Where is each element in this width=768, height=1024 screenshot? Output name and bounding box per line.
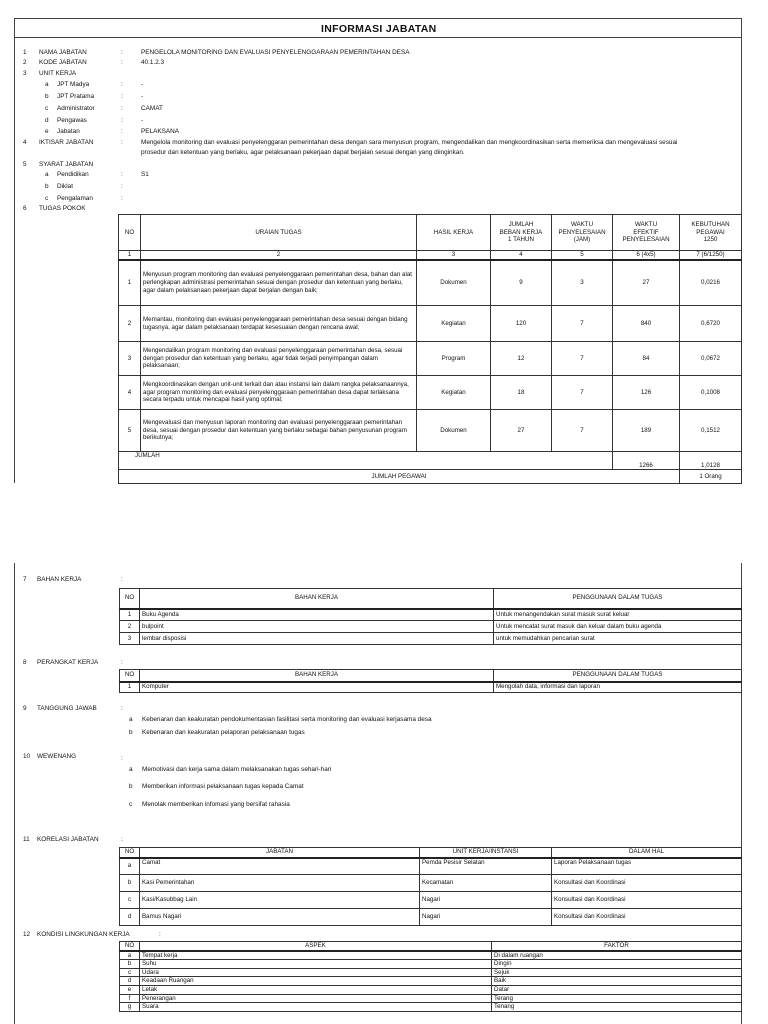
row-hal: Konsultasi dan Koordinasi <box>552 909 742 926</box>
header-waktu <box>552 215 613 251</box>
colon: : <box>121 195 123 202</box>
row-jabatan: Kasi/Kasubbag Lain <box>140 892 420 909</box>
unit-kerja-item-label: JPT Madya <box>57 81 90 88</box>
page-sheet-2 <box>14 563 742 1024</box>
tugas-table <box>118 214 742 484</box>
title-divider <box>15 37 741 38</box>
column-number: 5 <box>552 251 613 260</box>
row-no: 1 <box>119 260 141 306</box>
row-no: d <box>120 977 140 986</box>
row-no: 4 <box>119 376 141 410</box>
header-line: KEBUTUHAN <box>691 221 730 229</box>
wewenang-item: Memotivasi dan kerja sama dalam melaksanakan tugas sehari-hari <box>142 766 332 773</box>
table-row <box>119 410 742 452</box>
header-bahan: BAHAN KERJA <box>140 589 494 609</box>
row-aspek: Suara <box>140 1003 492 1012</box>
row-no: 1 <box>120 682 140 693</box>
row-aspek: Suhu <box>140 960 492 969</box>
row-uraian: Mengevaluasi dan menyusun laporan monitoring dan evaluasi penyelenggaraan pemerintahan desa, sesuai dengan prosedur dan ketentuan yang berlaku sebagai bahan penyusunan program berikutnya; <box>141 410 417 452</box>
perangkat-kerja-table <box>119 669 742 693</box>
row-jabatan: Bamus Nagari <box>140 909 420 926</box>
colon: : <box>121 105 123 112</box>
row-faktor: Datar <box>492 985 742 994</box>
jumlah-label: JUMLAH <box>119 452 613 470</box>
header-guna: PENGGUNAAN DALAM TUGAS <box>494 670 742 682</box>
header-no: NO <box>120 589 140 609</box>
row-no: 2 <box>120 621 140 633</box>
table-row <box>120 609 742 621</box>
row-no: 1 <box>120 609 140 621</box>
perangkat-kerja-label: PERANGKAT KERJA <box>37 659 99 666</box>
sub-letter: b <box>129 783 133 790</box>
row-faktor: Di dalam ruangan <box>492 951 742 960</box>
row-jumlah: 18 <box>491 376 552 410</box>
header-hal: DALAM HAL <box>552 848 742 858</box>
syarat-item-label: Diklat <box>57 183 73 190</box>
jumlah-row <box>119 452 742 470</box>
table-row <box>119 306 742 342</box>
row-no: c <box>120 892 140 909</box>
item-number: 2 <box>23 59 27 66</box>
syarat-item-value: S1 <box>141 171 149 178</box>
table-row <box>120 1003 742 1012</box>
row-waktu: 7 <box>552 376 613 410</box>
unit-kerja-item-value: - <box>141 93 144 100</box>
row-kebutuhan: 0,0672 <box>680 342 742 376</box>
item-number: 3 <box>23 70 27 77</box>
kode-jabatan-value: 40.1.2.3 <box>141 59 165 66</box>
wewenang-item: Memberikan informasi pelaksanaan tugas kepada Camat <box>142 783 304 790</box>
row-no: 2 <box>119 306 141 342</box>
row-unit: Nagari <box>420 892 552 909</box>
unit-kerja-item-value: PELAKSANA <box>141 128 180 135</box>
row-no: b <box>120 960 140 969</box>
table-row <box>120 909 742 926</box>
row-kebutuhan: 0,6720 <box>680 306 742 342</box>
jumlah-kebutuhan: 1,0128 <box>680 452 742 470</box>
column-number: 6 (4x5) <box>613 251 680 260</box>
table-row <box>120 892 742 909</box>
row-aspek: Penerangan <box>140 994 492 1003</box>
unit-kerja-item-value: CAMAT <box>141 105 163 112</box>
row-guna: untuk memudahkan pencarian surat <box>494 633 742 645</box>
unit-kerja-item-label: Administrator <box>57 105 95 112</box>
header-line: PEGAWAI <box>696 228 725 236</box>
row-no: d <box>120 909 140 926</box>
row-no: a <box>120 951 140 960</box>
jumlah-pegawai-label: JUMLAH PEGAWAI <box>119 470 680 484</box>
item-number: 8 <box>23 659 27 666</box>
header-uraian: URAIAN TUGAS <box>141 215 417 251</box>
syarat-item-label: Pendidikan <box>57 171 89 178</box>
ikhtisar-text-line1: Mengelola monitoring dan evaluasi penyelenggaran pemerintahan desa dengan sara menyusun program, mengendalikan dan mengkoordinasikan serta memeriksa dan mengevaluasi sesuai <box>141 139 678 146</box>
nama-jabatan-label: NAMA JABATAN <box>39 49 87 56</box>
row-aspek: Keadaan Ruangan <box>140 977 492 986</box>
table-row <box>120 633 742 645</box>
row-guna: Untuk mencatat surat masuk dan keluar dalam buku agenda <box>494 621 742 633</box>
sub-letter: b <box>45 93 49 100</box>
row-bahan: lembar disposisi <box>140 633 494 645</box>
table-row <box>120 985 742 994</box>
tugas-pokok-label: TUGAS POKOK <box>39 205 86 212</box>
row-uraian: Menyusun program monitoring dan evaluasi penyelenggaraan pemerintahan desa, bahan dan alat perlengkapan administrasi pemerintahan sesuai dengan prosedur dan ketentuan yang berlaku, agar dalam pelaksanaan pekerjaan dapat berjalan dengan baik; <box>141 260 417 306</box>
item-number: 7 <box>23 576 27 583</box>
table-row <box>120 977 742 986</box>
table-row <box>120 858 742 875</box>
colon: : <box>121 171 123 178</box>
row-bahan: bulpoint <box>140 621 494 633</box>
row-unit: Kecamatan <box>420 875 552 892</box>
ikhtisar-label: IKTISAR JABATAN <box>39 139 94 146</box>
colon: : <box>121 836 123 843</box>
row-hasil: Kegiatan <box>417 376 491 410</box>
header-line: WAKTU <box>570 221 594 229</box>
colon: : <box>121 576 123 583</box>
header-faktor: FAKTOR <box>492 942 742 951</box>
table-row <box>119 260 742 306</box>
kode-jabatan-label: KODE JABATAN <box>39 59 87 66</box>
item-number: 5 <box>23 161 27 168</box>
row-no: f <box>120 994 140 1003</box>
row-unit: Pemda Pesisir Selatan <box>420 858 552 875</box>
row-aspek: Udara <box>140 968 492 977</box>
column-number: 2 <box>141 251 417 260</box>
row-efektif: 27 <box>613 260 680 306</box>
column-number: 4 <box>491 251 552 260</box>
header-jumlah <box>491 215 552 251</box>
header-line: BEBAN KERJA <box>499 228 543 236</box>
bahan-kerja-table <box>119 588 742 645</box>
sub-letter: a <box>45 81 49 88</box>
sub-letter: c <box>129 801 133 808</box>
table-row <box>119 342 742 376</box>
row-jumlah: 9 <box>491 260 552 306</box>
unit-kerja-item-label: Jabatan <box>57 128 80 135</box>
table-row <box>119 376 742 410</box>
table-row <box>120 875 742 892</box>
colon: : <box>121 128 123 135</box>
colon: : <box>121 93 123 100</box>
unit-kerja-item-value: - <box>141 81 144 88</box>
sub-letter: e <box>45 128 49 135</box>
row-aspek: Tempat kerja <box>140 951 492 960</box>
row-jabatan: Camat <box>140 858 420 875</box>
row-waktu: 3 <box>552 260 613 306</box>
row-bahan: Komputer <box>140 682 494 693</box>
row-guna: Untuk menangendakan surat masuk surat keluar <box>494 609 742 621</box>
header-line: EFEKTIF <box>633 228 659 236</box>
row-waktu: 7 <box>552 342 613 376</box>
syarat-label: SYARAT JABATAN <box>39 161 94 168</box>
row-no: c <box>120 968 140 977</box>
page-sheet-1 <box>14 18 742 483</box>
table-row <box>120 621 742 633</box>
row-hasil: Program <box>417 342 491 376</box>
row-efektif: 126 <box>613 376 680 410</box>
row-faktor: Sejuk <box>492 968 742 977</box>
table-row <box>120 994 742 1003</box>
row-hasil: Dokumen <box>417 410 491 452</box>
row-faktor: Terang <box>492 994 742 1003</box>
korelasi-label: KORELASI JABATAN <box>37 836 99 843</box>
row-uraian: Mengendalikan program monitoring dan evaluasi penyelenggaraan pemerintahan desa, sesuai dengan prosedur dan ketentuan yang berlaku, agar tidak terjadi penyimpangan dalam pelaksanaan; <box>141 342 417 376</box>
row-no: a <box>120 858 140 875</box>
header-no: NO <box>120 670 140 682</box>
header-line: (JAM) <box>573 236 591 244</box>
sub-letter: c <box>45 195 49 202</box>
tanggung-jawab-item: Kebenaran dan keakuratan pelaporan pelaksanaan tugas <box>142 729 305 736</box>
colon: : <box>121 705 123 712</box>
colon: : <box>121 81 123 88</box>
colon: : <box>121 139 123 146</box>
row-no: 3 <box>119 342 141 376</box>
syarat-item-label: Pengalaman <box>57 195 93 202</box>
row-faktor: Dingin <box>492 960 742 969</box>
header-no: NO <box>120 942 140 951</box>
row-no: e <box>120 985 140 994</box>
row-no: 3 <box>120 633 140 645</box>
column-number: 7 (6/1250) <box>680 251 742 260</box>
table-row <box>120 960 742 969</box>
row-jabatan: Kasi Pemerintahan <box>140 875 420 892</box>
colon: : <box>121 117 123 124</box>
header-line: 1250 <box>703 236 718 244</box>
row-efektif: 84 <box>613 342 680 376</box>
row-faktor: Baik <box>492 977 742 986</box>
colon: : <box>121 659 123 666</box>
document-title: INFORMASI JABATAN <box>321 23 437 35</box>
row-faktor: Tenang <box>492 1003 742 1012</box>
header-aspek: ASPEK <box>140 942 492 951</box>
colon: : <box>121 49 123 56</box>
row-unit: Nagari <box>420 909 552 926</box>
table-row <box>120 682 742 693</box>
item-number: 9 <box>23 705 27 712</box>
unit-kerja-label: UNIT KERJA <box>39 70 77 77</box>
row-jumlah: 120 <box>491 306 552 342</box>
header-line: PENYELESAIAN <box>622 236 670 244</box>
item-number: 1 <box>23 49 27 56</box>
header-line: JUMLAH <box>508 221 534 229</box>
row-jumlah: 27 <box>491 410 552 452</box>
column-number: 3 <box>417 251 491 260</box>
header-jabatan: JABATAN <box>140 848 420 858</box>
colon: : <box>121 59 123 66</box>
unit-kerja-item-label: Pengawas <box>57 117 87 124</box>
unit-kerja-item-label: JPT Pratama <box>57 93 95 100</box>
table-row <box>120 951 742 960</box>
column-number: 1 <box>119 251 141 260</box>
colon: : <box>121 183 123 190</box>
jumlah-pegawai-row <box>119 470 742 484</box>
row-hasil: Kegiatan <box>417 306 491 342</box>
sub-letter: a <box>129 766 133 773</box>
row-uraian: Memantau, monitoring dan evaluasi penyelenggaraan pemerintahan desa sesuai dengan bidang tugasnya, agar dalam pelaksanaan terdapat kesesuaian dengan rencana awal; <box>141 306 417 342</box>
jumlah-efektif: 1266 <box>613 452 680 470</box>
header-hasil: HASIL KERJA <box>417 215 491 251</box>
row-waktu: 7 <box>552 306 613 342</box>
header-unit: UNIT KERJA/INSTANSI <box>420 848 552 858</box>
row-no: b <box>120 875 140 892</box>
header-efektif <box>613 215 680 251</box>
table-row <box>120 968 742 977</box>
row-kebutuhan: 0,1008 <box>680 376 742 410</box>
bahan-kerja-label: BAHAN KERJA <box>37 576 82 583</box>
colon: : <box>121 755 123 762</box>
row-waktu: 7 <box>552 410 613 452</box>
header-guna: PENGGUNAAN DALAM TUGAS <box>494 589 742 609</box>
header-no: NO <box>120 848 140 858</box>
row-guna: Mengolah data, informasi dan laporan <box>494 682 742 693</box>
kondisi-table <box>119 941 742 1012</box>
item-number: 12 <box>23 931 31 938</box>
header-no: NO <box>119 215 141 251</box>
row-efektif: 189 <box>613 410 680 452</box>
ikhtisar-text-line2: prosedur dan ketentuan yang berlaku, agar pelaksanaan pekerjaan dapat berjalan sesuai dengan yang diinginkan. <box>141 149 465 156</box>
row-hal: Konsultasi dan Koordinasi <box>552 892 742 909</box>
header-kebutuhan <box>680 215 742 251</box>
sub-letter: d <box>45 117 49 124</box>
item-number: 4 <box>23 139 27 146</box>
row-hal: Laporan Pelaksanaan tugas <box>552 858 742 875</box>
item-number: 11 <box>23 836 30 843</box>
tanggung-jawab-label: TANGGUNG JAWAB <box>37 705 97 712</box>
jumlah-pegawai-value: 1 Orang <box>680 470 742 484</box>
kondisi-label: KONDISI LINGKUNGAN KERJA <box>37 931 130 938</box>
row-jumlah: 12 <box>491 342 552 376</box>
row-kebutuhan: 0,0216 <box>680 260 742 306</box>
row-aspek: Letak <box>140 985 492 994</box>
item-number: 6 <box>23 205 27 212</box>
sub-letter: a <box>45 171 49 178</box>
sub-letter: c <box>45 105 49 112</box>
row-no: 5 <box>119 410 141 452</box>
header-line: PENYELESAIAN <box>558 228 606 236</box>
row-kebutuhan: 0,1512 <box>680 410 742 452</box>
header-line: WAKTU <box>634 221 658 229</box>
tanggung-jawab-item: Kebenaran dan keakuratan pendokumentasian fasilitasi serta monitoring dan evaluasi kerjasama desa <box>142 716 432 723</box>
korelasi-table <box>119 847 742 926</box>
header-bahan: BAHAN KERJA <box>140 670 494 682</box>
row-hal: Konsultasi dan Koordinasi <box>552 875 742 892</box>
row-uraian: Mengkoordinasikan dengan unit-unit terkait dan atau instansi lain dalam rangka pelaksanaannya, agar program monitoring dan evaluasi penyelenggaraan pemerintahan desa dapat terlaksana secara terpadu untuk mencapai hasil yang optimal; <box>141 376 417 410</box>
row-hasil: Dokumen <box>417 260 491 306</box>
wewenang-label: WEWENANG <box>37 753 77 760</box>
sub-letter: a <box>129 716 133 723</box>
row-efektif: 840 <box>613 306 680 342</box>
row-no: g <box>120 1003 140 1012</box>
nama-jabatan-value: PENGELOLA MONITORING DAN EVALUASI PENYELENGGARAAN PEMERINTAHAN DESA <box>141 49 410 56</box>
item-number: 10 <box>23 753 31 760</box>
wewenang-item: Menolak memberikan infomasi yang bersifat rahasia <box>142 801 290 808</box>
header-line: 1 TAHUN <box>508 236 534 244</box>
sub-letter: b <box>45 183 49 190</box>
sub-letter: b <box>129 729 133 736</box>
colon: : <box>159 931 161 938</box>
unit-kerja-item-value: - <box>141 117 144 124</box>
row-bahan: Buku Agenda <box>140 609 494 621</box>
